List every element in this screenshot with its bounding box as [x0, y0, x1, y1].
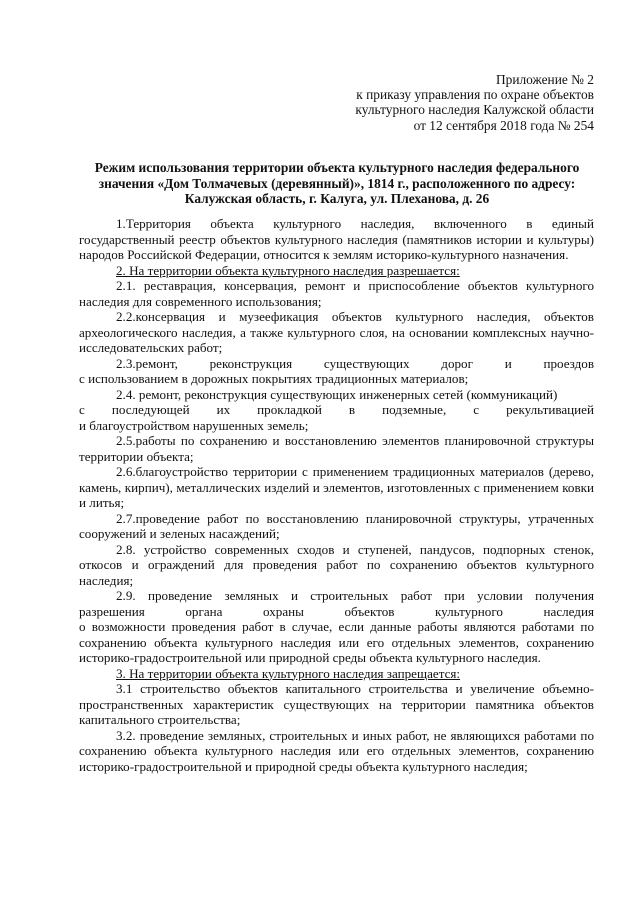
paragraph-2-9-line: 2.9. проведение земляных и строительных работ при условии получения — [116, 588, 594, 603]
paragraph-2-5: 2.5.работы по сохранению и восстановлению элементов планировочной структуры территории объекта; — [79, 433, 594, 464]
paragraph-2-9-line: о возможности проведения работ в случае, если данные работы являются работами по сохранению объекта культурного наследия или его отдельных элементов, сохранению историко-градостроительной или природной среды объекта культурного наследия. — [79, 619, 594, 665]
section-2-heading: 2. На территории объекта культурного наследия разрешается: — [116, 262, 460, 278]
document-title — [76, 160, 598, 207]
paragraph-2-9-line: разрешения органа охраны объектов культурного наследия — [79, 603, 594, 619]
appendix-date: от 12 сентября 2018 года № 254 — [413, 117, 594, 133]
title-line: значения «Дом Толмачевых (деревянный)», 1814 г., расположенного по адресу: — [98, 175, 576, 191]
paragraph-1: 1.Территория объекта культурного наследия, включенного в единый государственный реестр объектов культурного наследия (памятников истории и культуры) народов Российской Федерации, относится к землям историко-культурного назначения. — [79, 216, 594, 262]
paragraph-2-3-line: 2.3.ремонт, реконструкция существующих дорог и проездов — [116, 355, 594, 371]
appendix-authority: культурного наследия Калужской области — [355, 102, 594, 118]
title-line: Режим использования территории объекта культурного наследия федерального — [94, 160, 580, 175]
paragraph-2-8: 2.8. устройство современных сходов и ступеней, пандусов, подпорных стенок, откосов и ограждений для проведения работ по сохранению объектов культурного наследия; — [79, 541, 594, 588]
paragraph-2-7: 2.7.проведение работ по восстановлению планировочной структуры, утраченных сооружений и зеленых насаждений; — [79, 510, 594, 541]
title-line: Калужская область, г. Калуга, ул. Плеханова, д. 26 — [184, 191, 490, 207]
appendix-order-ref: к приказу управления по охране объектов — [356, 87, 594, 103]
paragraph-2-1: 2.1. реставрация, консервация, ремонт и приспособление объектов культурного наследия для современного использования; — [79, 278, 594, 309]
paragraph-3-1: 3.1 строительство объектов капитального строительства и увеличение объемно-пространственных характеристик существующих на территории памятника объектов капитального строительства; — [79, 681, 594, 727]
paragraph-2-4-line: 2.4. ремонт, реконструкция существующих инженерных сетей (коммуникаций) — [116, 386, 558, 402]
paragraph-2-3-line: с использованием в дорожных покрытиях традиционных материалов; — [79, 371, 469, 386]
paragraph-2-2: 2.2.консервация и музеефикация объектов культурного наследия, объектов археологического наследия, а также культурного слоя, на основании комплексных научно-исследовательских работ; — [79, 309, 594, 355]
paragraph-2-4-line: с последующей их прокладкой в подземные, с рекультивацией — [79, 402, 594, 417]
paragraph-2-4-line: и благоустройством нарушенных земель; — [79, 417, 309, 433]
document-body — [79, 216, 594, 774]
appendix-number: Приложение № 2 — [495, 72, 594, 87]
paragraph-3-2: 3.2. проведение земляных, строительных и иных работ, не являющихся работами по сохранению объекта культурного наследия или его отдельных элементов, сохранению историко-градостроительной и природной среды объекта культурного наследия; — [79, 727, 594, 774]
appendix-header — [264, 72, 594, 133]
paragraph-2-6: 2.6.благоустройство территории с применением традиционных материалов (дерево, камень, кирпич), металлических изделий и элементов, изготовленных с применением ковки и литья; — [79, 464, 594, 510]
section-3-heading: 3. На территории объекта культурного наследия запрещается: — [116, 665, 461, 681]
